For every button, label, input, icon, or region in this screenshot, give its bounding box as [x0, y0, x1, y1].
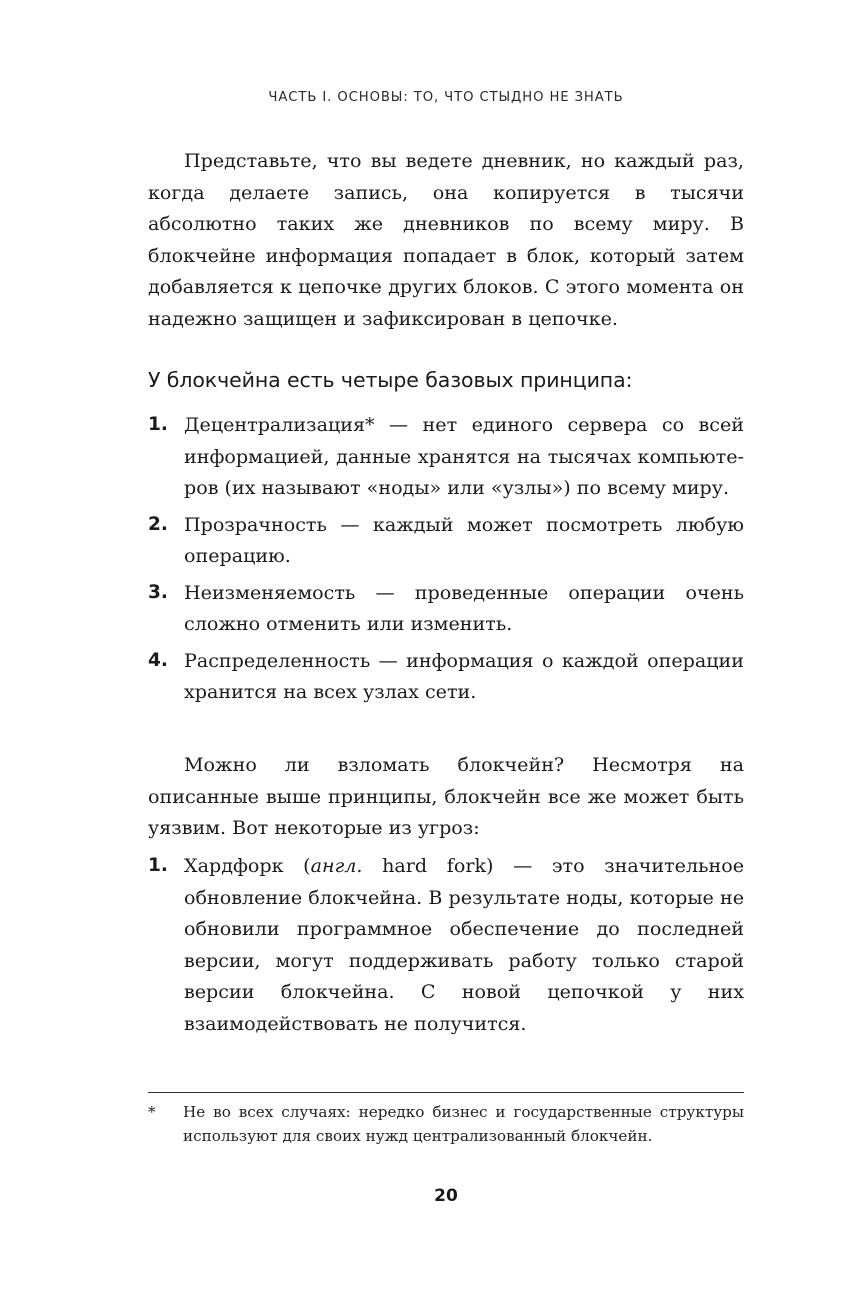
list-item-number: 2.: [148, 513, 168, 535]
threats-text: [148, 749, 744, 844]
list-item: [148, 577, 744, 640]
page-number: 20: [434, 1186, 458, 1206]
principles-list: [148, 409, 744, 708]
footnote-text: Не во всех случаях: нередко бизнес и государственные структуры используют для своих нужд централизованный блокчейн.: [183, 1103, 744, 1145]
threats-list: [148, 850, 744, 1039]
list-item-number: 4.: [148, 649, 168, 671]
list-item-number: 3.: [148, 581, 168, 603]
list-item-text-italic: англ.: [310, 854, 363, 877]
running-head: ЧАСТЬ I. ОСНОВЫ: ТО, ЧТО СТЫДНО НЕ ЗНАТЬ: [268, 90, 624, 105]
list-item-text: Распределенность — информация о каждой операции хранится на всех узлах сети.: [184, 648, 744, 703]
list-item-text: Неизменяемость — проведенные операции очень сложно отменить или изменить.: [184, 580, 744, 635]
footnote: [148, 1100, 744, 1148]
principles-heading: У блокчейна есть четыре базовых принципа:: [148, 368, 633, 392]
footnote-mark: *: [148, 1103, 156, 1121]
list-item-text: Децентрализация* — нет единого сервера со всей информацией, данные хранятся на тысячах компьютеров (их называют «ноды» или «узлы») по всему миру.: [184, 413, 744, 499]
list-item-number: 1.: [148, 855, 168, 876]
footnote-divider: [148, 1092, 744, 1093]
list-item-text-start: Хардфорк (: [184, 854, 311, 877]
list-item-text: [184, 854, 744, 1035]
list-item: [148, 645, 744, 708]
list-item: [148, 409, 744, 504]
list-item: [148, 850, 744, 1039]
intro-text: [148, 145, 744, 334]
list-item: [148, 509, 744, 572]
list-item-text-rest: hard fork) — это значительное обновление блокчейна. В результате ноды, которые не обновили программное обеспечение до последней версии, могут поддерживать работу только старой версии блокчейна. С новой цепочкой у них взаимодействовать не получится.: [184, 854, 744, 1035]
list-item-number: 1.: [148, 414, 168, 435]
intro-paragraph: Представьте, что вы ведете дневник, но каждый раз, когда делаете запись, она копируется в тысячи абсолютно таких же дневников по всему миру. В блокчейне информация попадает в блок, который затем добавляется к цепочке других блоков. С этого момента он надежно защищен и зафиксирован в цепочке.: [148, 149, 744, 330]
list-item-text: Прозрачность — каждый может посмотреть любую операцию.: [184, 512, 744, 567]
threats-paragraph: Можно ли взломать блокчейн? Несмотря на описанные выше принципы, блокчейн все же может быть уязвим. Вот некоторые из угроз:: [148, 753, 744, 839]
